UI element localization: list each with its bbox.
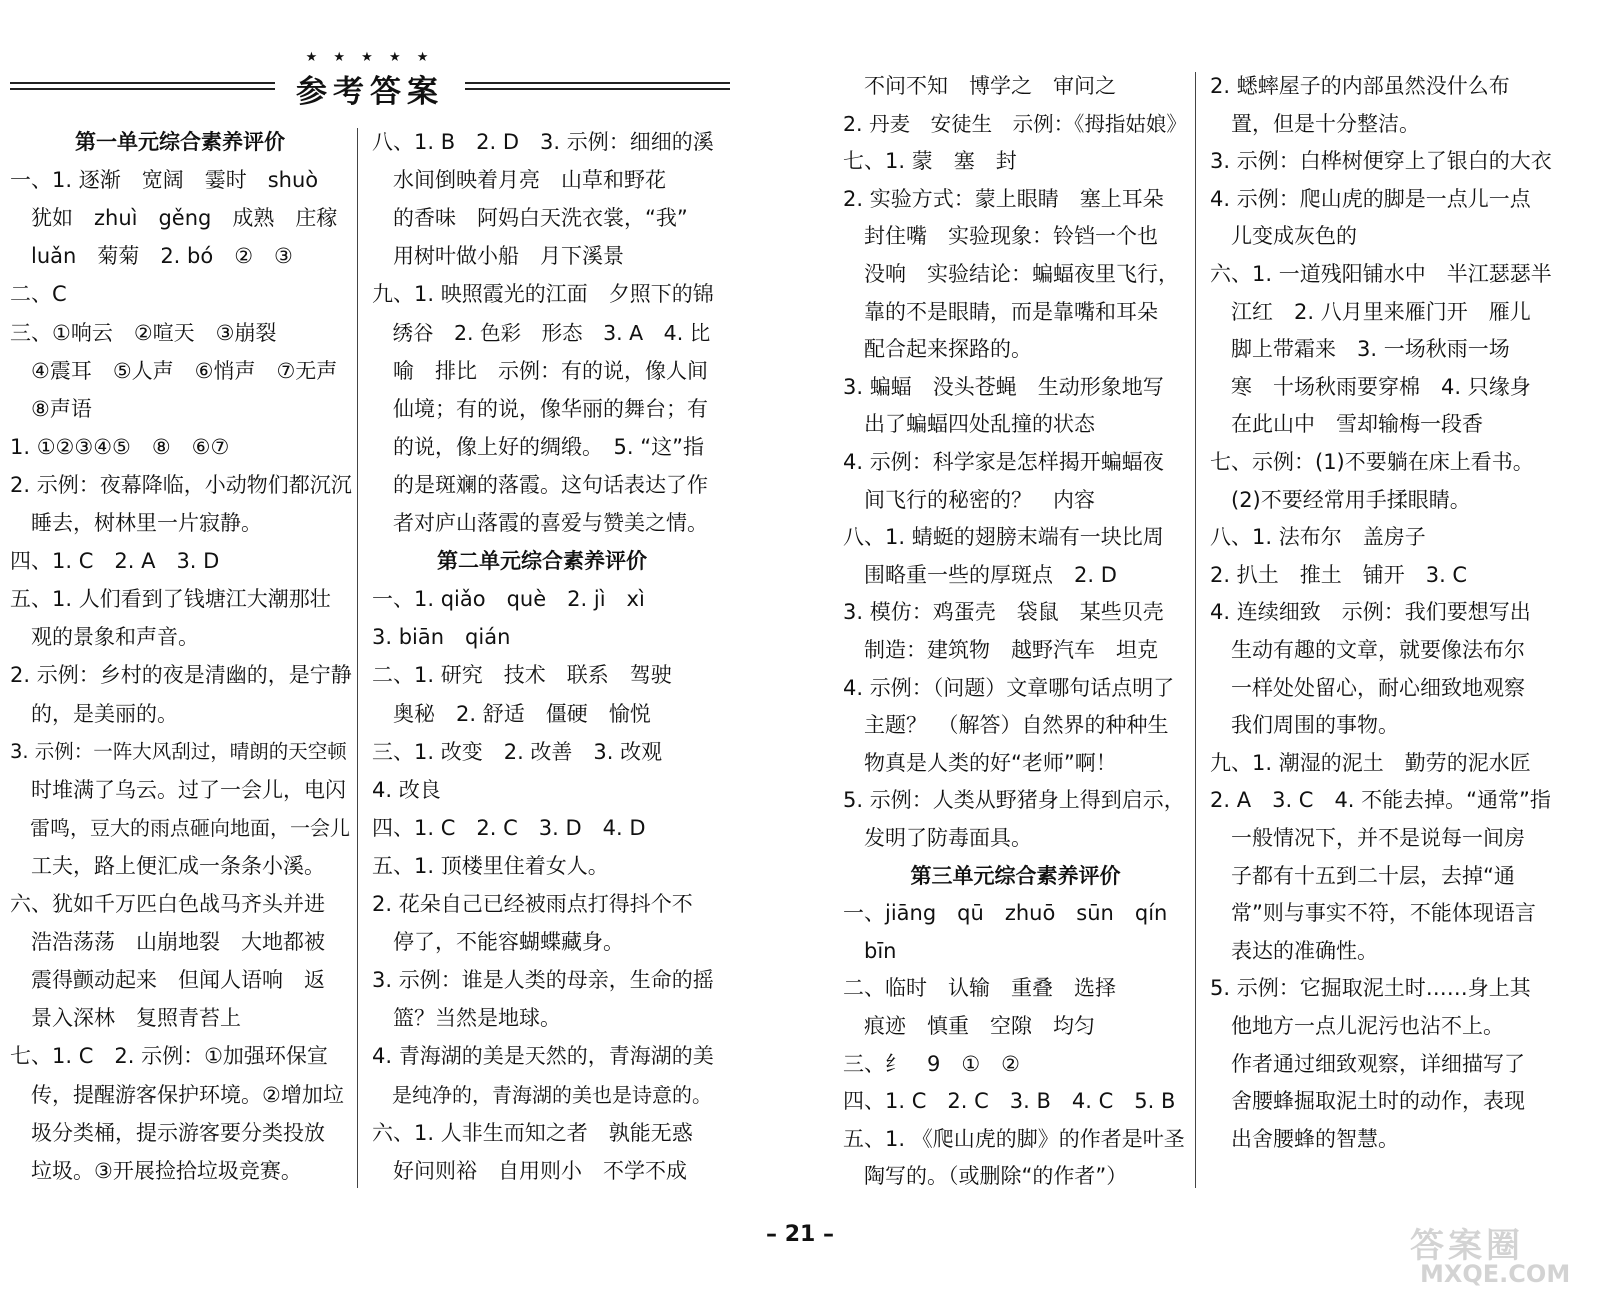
- watermark-url: MXQE.COM: [1420, 1260, 1571, 1288]
- answer-line: 七、示例：(1)不要躺在床上看书。: [1210, 450, 1534, 474]
- answer-line: 八、1. 蜻蜓的翅膀末端有一块比周: [843, 525, 1164, 550]
- answer-line: 一、jiāng qū zhuō sūn qín: [843, 901, 1168, 926]
- answer-line: 三、纟 9 ① ②: [843, 1051, 1021, 1076]
- answer-line: 他地方一点儿泥污也沾不上。: [1210, 1014, 1504, 1038]
- answer-line: 制造：建筑物 越野汽车 坦克: [843, 638, 1158, 662]
- answer-line: 的是斑斓的落霞。这句话表达了作: [372, 472, 708, 497]
- answer-line: 2. A 3. C 4. 不能去掉。“通常”指: [1210, 788, 1551, 813]
- answer-line: 出舍腰蜂的智慧。: [1210, 1126, 1399, 1151]
- answer-line: 绣谷 2. 色彩 形态 3. A 4. 比: [372, 320, 711, 345]
- watermark-logo: [1410, 1218, 1585, 1290]
- answer-line: 子都有十五到二十层，去掉“通: [1210, 863, 1515, 888]
- answer-line: 景入深林 复照青苔上: [10, 1006, 241, 1031]
- answer-line: 2. 实验方式：蒙上眼睛 塞上耳朵: [843, 186, 1164, 211]
- answer-line: 七、1. 蒙 塞 封: [843, 149, 1017, 174]
- answer-line: 我们周围的事物。: [1210, 713, 1399, 738]
- answer-line: 七、1. C 2. 示例：①加强环保宣: [10, 1044, 328, 1069]
- answer-line: 三、1. 改变 2. 改善 3. 改观: [372, 739, 663, 764]
- answer-line: ④震耳 ⑤人声 ⑥悄声 ⑦无声: [10, 358, 338, 383]
- answer-line: 六、1. 一道残阳铺水中 半江瑟瑟半: [1210, 262, 1552, 286]
- answer-line: 四、1. C 2. A 3. D: [10, 549, 220, 574]
- answer-line: 四、1. C 2. C 3. D 4. D: [372, 815, 646, 840]
- answer-line: ⑧声语: [10, 396, 92, 421]
- answer-line: 3. biān qián: [372, 625, 511, 650]
- answer-line: 配合起来探路的。: [843, 337, 1032, 362]
- answer-line: 五、1. 顶楼里住着女人。: [372, 853, 609, 878]
- answer-line: 是纯净的，青海湖的美也是诗意的。: [372, 1082, 712, 1107]
- answer-line: 儿变成灰色的: [1210, 224, 1357, 249]
- page-title: 参考答案: [296, 74, 444, 110]
- answer-line: 置，但是十分整洁。: [1210, 111, 1420, 136]
- answer-line: 六、犹如千万匹白色战马齐头并进: [10, 892, 325, 916]
- answer-line: 五、1. 《爬山虎的脚》的作者是叶圣: [843, 1126, 1185, 1151]
- answer-line: 二、C: [10, 282, 67, 307]
- answer-line: 5. 示例：它掘取泥土时……身上其: [1210, 976, 1531, 1001]
- answer-line: 4. 示例：科学家是怎样揭开蝙蝠夜: [843, 450, 1164, 474]
- answer-line: 停了，不能容蝴蝶藏身。: [372, 930, 624, 955]
- answer-line: 生动有趣的文章，就要像法布尔: [1210, 638, 1525, 662]
- answer-line: 时堆满了乌云。过了一会儿，电闪: [10, 777, 346, 802]
- answer-line: 发明了防毒面具。: [843, 826, 1032, 850]
- answer-line: 二、临时 认输 重叠 选择: [843, 976, 1116, 1001]
- answer-line: 2. 扒土 推土 铺开 3. C: [1210, 562, 1468, 587]
- answer-line: 出了蝙蝠四处乱撞的状态: [843, 412, 1095, 437]
- answer-line: 三、①响云 ②喧天 ③崩裂: [10, 320, 277, 345]
- answer-line: 四、1. C 2. C 3. B 4. C 5. B: [843, 1089, 1176, 1114]
- answer-line: 4. 示例：（问题）文章哪句话点明了: [843, 675, 1175, 700]
- answer-line: 者对庐山落霞的喜爱与赞美之情。: [372, 511, 708, 535]
- answer-line: 九、1. 映照霞光的江面 夕照下的锦: [372, 282, 714, 307]
- column-divider: [357, 128, 358, 1188]
- answer-line: 2. 丹麦 安徒生 示例：《拇指姑娘》: [843, 111, 1187, 136]
- answer-line: 2. 示例：夜幕降临，小动物们都沉沉: [10, 472, 352, 497]
- answer-line: 八、1. 法布尔 盖房子: [1210, 525, 1426, 550]
- answer-line: 观的景象和声音。: [10, 625, 199, 650]
- answer-line: 水间倒映着月亮 山草和野花: [372, 168, 666, 193]
- answer-line: 震得颤动起来 但闻人语响 返: [10, 968, 325, 993]
- answer-line: 一般情况下，并不是说每一间房: [1210, 826, 1525, 850]
- answer-line: 奥秘 2. 舒适 僵硬 愉悦: [372, 701, 651, 726]
- watermark-text: 答案圈: [1410, 1226, 1524, 1266]
- answer-line: 垃圾。③开展捡拾垃圾竞赛。: [10, 1158, 302, 1183]
- answer-line: 江红 2. 八月里来雁门开 雁儿: [1210, 299, 1531, 324]
- header-rule: [465, 88, 730, 90]
- answer-line: 睡去，树林里一片寂静。: [10, 511, 262, 535]
- answer-line: 犹如 zhuì gěng 成熟 庄稼: [10, 206, 338, 231]
- answer-line: 3. 示例：一阵大风刮过，晴朗的天空顿: [10, 739, 347, 763]
- answer-line: 2. 花朵自己已经被雨点打得抖个不: [372, 892, 693, 916]
- section-heading: 第三单元综合素养评价: [910, 863, 1121, 888]
- answer-line: 篮？当然是地球。: [372, 1006, 561, 1031]
- answer-line: 圾分类桶，提示游客要分类投放: [10, 1120, 325, 1145]
- answer-line: 2. 蟋蟀屋子的内部虽然没什么布: [1210, 74, 1510, 98]
- header-rule: [10, 82, 275, 84]
- answer-line: 的说，像上好的绸缎。 5. “这”指: [372, 434, 704, 459]
- answer-line: 表达的准确性。: [1210, 938, 1378, 963]
- answer-line: 5. 示例：人类从野猪身上得到启示，: [843, 788, 1185, 813]
- answer-line: 间飞行的秘密的？ 内容: [843, 487, 1095, 512]
- answer-line: 好问则裕 自用则小 不学不成: [372, 1158, 687, 1183]
- answer-line: 3. 示例：谁是人类的母亲，生命的摇: [372, 968, 714, 993]
- answer-line: 2. 示例：乡村的夜是清幽的，是宁静: [10, 663, 352, 688]
- answer-line: 仙境；有的说，像华丽的舞台；有: [372, 396, 708, 421]
- answer-line: 九、1. 潮湿的泥土 勤劳的泥水匠: [1210, 750, 1531, 775]
- answer-line: 没响 实验结论：蝙蝠夜里飞行，: [843, 262, 1179, 286]
- answer-line: 的香味 阿妈白天洗衣裳，“我”: [372, 206, 688, 231]
- answer-line: 3. 蝙蝠 没头苍蝇 生动形象地写: [843, 374, 1164, 399]
- answer-line: 工夫，路上便汇成一条条小溪。: [10, 853, 325, 878]
- answer-line: 浩浩荡荡 山崩地裂 大地都被: [10, 930, 325, 955]
- answer-line: 八、1. B 2. D 3. 示例：细细的溪: [372, 130, 714, 154]
- answer-line: 4. 改良: [372, 777, 441, 802]
- answer-line: 主题？ （解答）自然界的种种生: [843, 713, 1169, 738]
- answer-line: 4. 连续细致 示例：我们要想写出: [1210, 600, 1531, 625]
- answer-line: 一样处处留心，耐心细致地观察: [1210, 675, 1525, 700]
- answer-line: bīn: [843, 938, 897, 963]
- answer-line: 喻 排比 示例：有的说，像人间: [372, 358, 708, 383]
- answer-line: 痕迹 慎重 空隙 均匀: [843, 1014, 1095, 1038]
- answer-line: 4. 示例：爬山虎的脚是一点儿一点: [1210, 186, 1531, 211]
- column-divider: [1195, 72, 1196, 1188]
- answer-line: 脚上带霜来 3. 一场秋雨一场: [1210, 337, 1510, 362]
- header-rule: [465, 82, 730, 84]
- page-number: – 21 –: [766, 1222, 834, 1247]
- header-rule: [10, 88, 275, 90]
- answer-line: 舍腰蜂掘取泥土时的动作，表现: [1210, 1089, 1525, 1114]
- answer-line: 在此山中 雪却输梅一段香: [1210, 412, 1483, 437]
- header-stars: ★ ★ ★ ★ ★: [305, 50, 435, 65]
- answer-line: 六、1. 人非生而知之者 孰能无惑: [372, 1120, 693, 1145]
- answer-line: 4. 青海湖的美是天然的，青海湖的美: [372, 1044, 714, 1069]
- answer-line: 一、1. 逐渐 宽阔 霎时 shuò: [10, 168, 319, 193]
- answer-line: 围略重一些的厚斑点 2. D: [843, 562, 1117, 587]
- answer-line: 的，是美丽的。: [10, 701, 178, 726]
- answer-line: 传，提醒游客保护环境。②增加垃: [10, 1082, 344, 1107]
- answer-line: 物真是人类的好“老师”啊！: [843, 750, 1117, 775]
- answer-line: 常”则与事实不符，不能体现语言: [1210, 901, 1536, 926]
- answer-line: 不问不知 博学之 审问之: [843, 74, 1116, 98]
- answer-line: 3. 模仿：鸡蛋壳 袋鼠 某些贝壳: [843, 600, 1164, 625]
- answer-line: (2)不要经常用手揉眼睛。: [1210, 487, 1471, 512]
- answer-line: 陶写的。（或删除“的作者”）: [843, 1164, 1128, 1189]
- answer-line: 雷鸣，豆大的雨点砸向地面，一会儿: [10, 815, 350, 840]
- answer-line: 用树叶做小船 月下溪景: [372, 244, 624, 269]
- answer-line: luǎn 菊菊 2. bó ② ③: [10, 244, 293, 269]
- answer-line: 封住嘴 实验现象：铃铛一个也: [843, 224, 1158, 249]
- answer-line: 3. 示例：白桦树便穿上了银白的大衣: [1210, 149, 1552, 174]
- answer-line: 1. ①②③④⑤ ⑧ ⑥⑦: [10, 434, 230, 459]
- answer-line: 作者通过细致观察，详细描写了: [1210, 1051, 1525, 1076]
- answer-line: 寒 十场秋雨要穿棉 4. 只缘身: [1210, 374, 1531, 399]
- answer-line: 一、1. qiǎo què 2. jì xì: [372, 587, 645, 612]
- answer-line: 二、1. 研究 技术 联系 驾驶: [372, 663, 672, 688]
- section-heading: 第一单元综合素养评价: [75, 130, 285, 154]
- answer-line: 靠的不是眼睛，而是靠嘴和耳朵: [843, 299, 1158, 324]
- answer-line: 五、1. 人们看到了钱塘江大潮那壮: [10, 587, 331, 612]
- section-heading: 第二单元综合素养评价: [437, 549, 647, 574]
- page-header: [10, 50, 730, 120]
